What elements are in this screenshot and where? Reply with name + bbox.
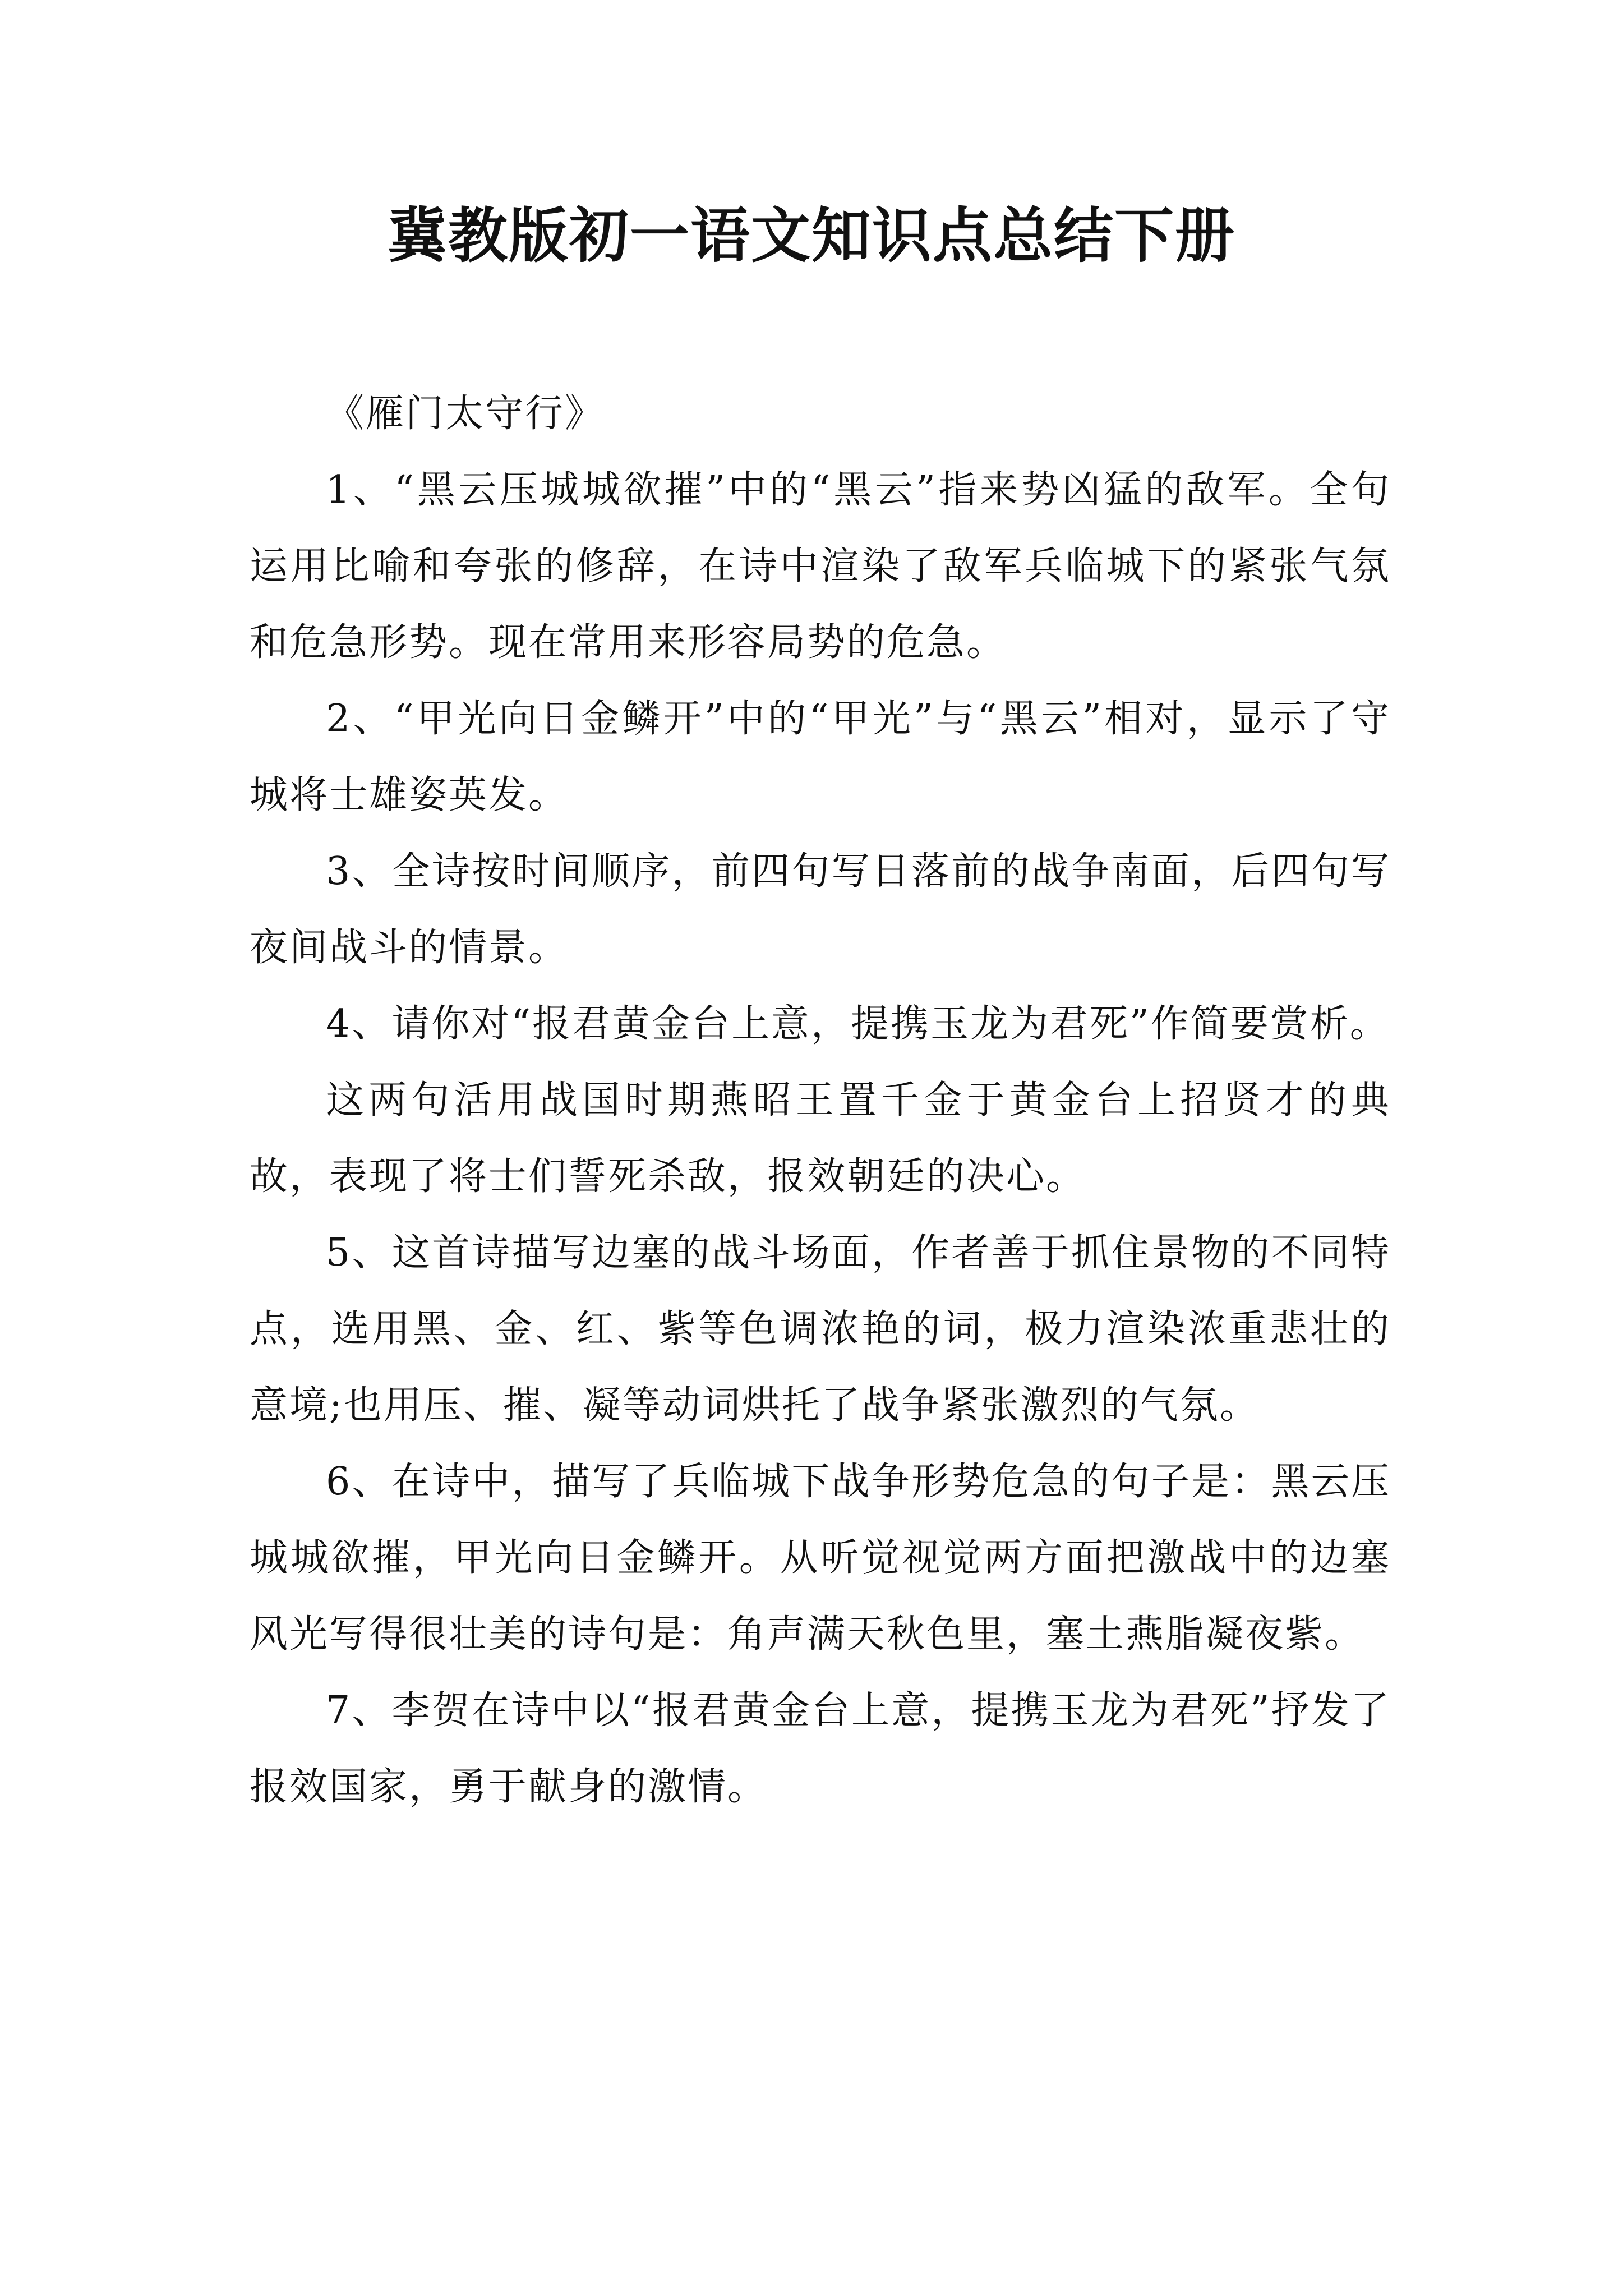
paragraph-4-answer: 这两句活用战国时期燕昭王置千金于黄金台上招贤才的典故，表现了将士们誓死杀敌，报效朝廷的决心。: [250, 1078, 1391, 1199]
poem-heading: 《雁门太守行》: [326, 392, 605, 436]
paragraph-1: 1、“黑云压城城欲摧”中的“黑云”指来势凶猛的敌军。全句运用比喻和夸张的修辞，在诗中渲染了敌军兵临城下的紧张气氛和危急形势。现在常用来形容局势的危急。: [250, 468, 1391, 665]
paragraph-3: 3、全诗按时间顺序，前四句写日落前的战争南面，后四句写夜间战斗的情景。: [250, 849, 1391, 970]
paragraph-5: 5、这首诗描写边塞的战斗场面，作者善于抓住景物的不同特点，选用黑、金、红、紫等色调浓艳的词，极力渲染浓重悲壮的意境;也用压、摧、凝等动词烘托了战争紧张激烈的气氛。: [250, 1231, 1391, 1428]
document-body: [250, 376, 1391, 1825]
paragraph-4: 4、请你对“报君黄金台上意，提携玉龙为君死”作简要赏析。: [326, 1002, 1390, 1046]
paragraph-6: 6、在诗中，描写了兵临城下战争形势危急的句子是：黑云压城城欲摧，甲光向日金鳞开。从听觉视觉两方面把激战中的边塞风光写得很壮美的诗句是：角声满天秋色里，塞土燕脂凝夜紫。: [250, 1460, 1391, 1657]
paragraph-2: 2、“甲光向日金鳞开”中的“甲光”与“黑云”相对，显示了守城将士雄姿英发。: [250, 697, 1391, 817]
document-title: 冀教版初一语文知识点总结下册: [388, 200, 1235, 270]
paragraph-7: 7、李贺在诗中以“报君黄金台上意，提携玉龙为君死”抒发了报效国家，勇于献身的激情。: [250, 1688, 1391, 1809]
